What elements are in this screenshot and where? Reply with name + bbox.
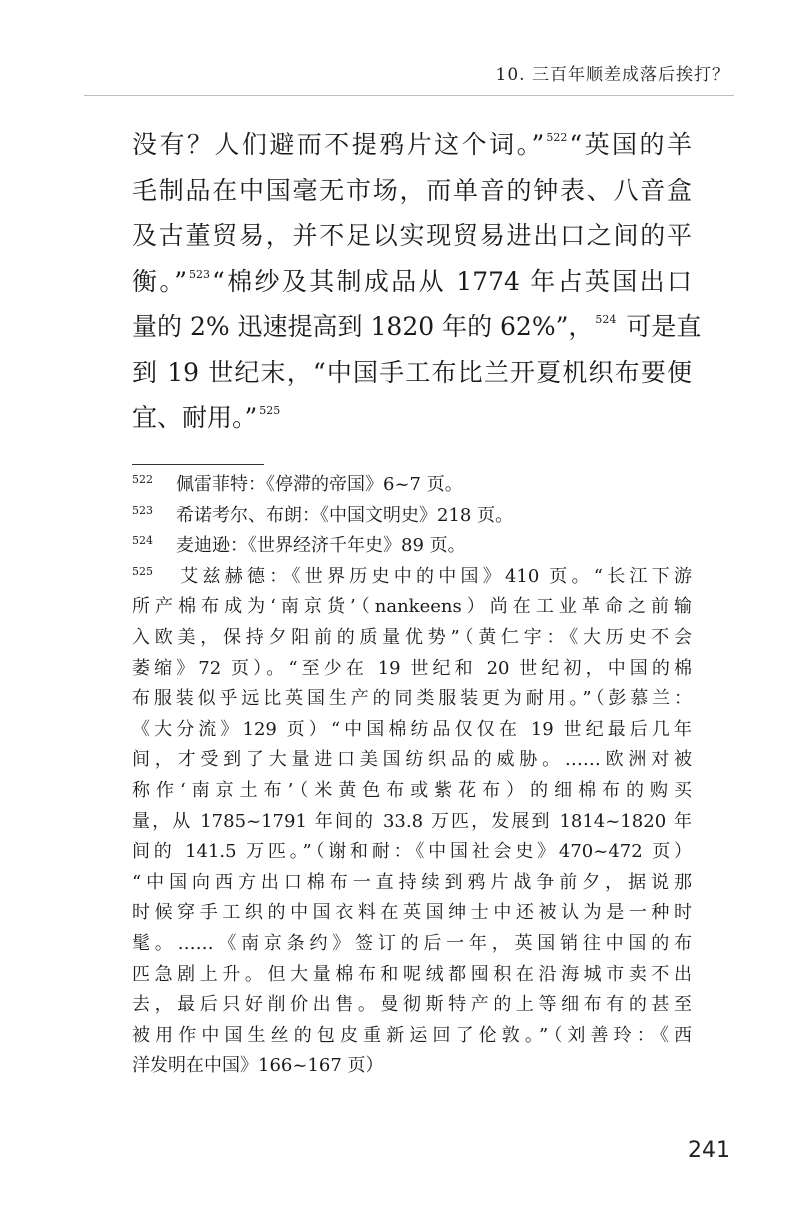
footnote-text: 洋发明在中国》166~167 页） (132, 1055, 384, 1077)
page-number: 241 (688, 1138, 730, 1163)
footnote-text: 所产棉布成为‘南京货’（nankeens）尚在工业革命之前输 (132, 596, 692, 618)
body-line (132, 350, 692, 396)
body-text-run: 可是直 (618, 312, 702, 341)
body-line (132, 304, 702, 350)
body-text-run: 到 19 世纪末，“中国手工布比兰开夏机织布要便 (132, 357, 692, 387)
body-text (132, 122, 702, 441)
footnote-text: 量，从 1785~1791 年间的 33.8 万匹，发展到 1814~1820 年 (132, 810, 692, 832)
header-rule (84, 95, 734, 96)
body-line (132, 395, 692, 441)
footnote-line (132, 990, 692, 1021)
footnote-text: 佩雷菲特：《停滞的帝国》6~7 页。 (176, 474, 463, 495)
footnote-line: 523 希诺考尔、布朗：《中国文明史》218 页。 (132, 503, 514, 526)
body-text-run: 宜、耐用。” (132, 403, 258, 432)
footnote-line (132, 715, 692, 746)
body-text-run: “棉纱及其制成品从 1774 年占英国出口 (212, 266, 692, 296)
footnotes (132, 470, 692, 1082)
footnote-text: 麦迪逊：《世界经济千年史》89 页。 (176, 535, 466, 557)
footnote-line (132, 654, 692, 685)
footnote-ref[interactable]: 524 (595, 313, 617, 326)
body-text-run: 没有？人们避而不提鸦片这个词。” (132, 130, 545, 159)
footnote-text: “中国向西方出口棉布一直持续到鸦片战争前夕，据说那 (132, 871, 692, 893)
footnote-text: 被用作中国生丝的包皮重新运回了伦敦。”（刘善玲：《西 (132, 1024, 692, 1046)
footnote-text: 去，最后只好削价出售。曼彻斯特产的上等细布有的甚至 (132, 994, 692, 1016)
footnote-rule (132, 464, 264, 465)
footnote-text: 髦。……《南京条约》签订的后一年，英国销往中国的布 (132, 932, 692, 954)
footnote-line (132, 929, 692, 960)
footnote-text: 希诺考尔、布朗：《中国文明史》218 页。 (176, 504, 514, 526)
footnote-text: 称作‘南京土布’（米黄色布或紫花布）的细棉布的购买 (132, 779, 692, 801)
footnote-line: 524 麦迪逊：《世界经济千年史》89 页。 (132, 534, 466, 557)
body-line (132, 122, 692, 168)
body-text-run: 衡。” (132, 266, 187, 296)
footnote-text: 间的 141.5 万匹。”（谢和耐：《中国社会史》470~472 页） (132, 841, 692, 863)
footnote-ref[interactable]: 525 (259, 404, 281, 417)
running-header: 10. 三百年顺差成落后挨打？ (495, 65, 730, 85)
footnote-text: 《大分流》129 页）“中国棉纺品仅仅在 19 世纪最后几年 (132, 718, 692, 740)
body-text-run: 量的 2% 迅速提高到 1820 年的 62%”， (132, 312, 594, 341)
footnote-line (132, 745, 692, 776)
footnote-text: 萎缩》72 页）。“至少在 19 世纪和 20 世纪初，中国的棉 (132, 657, 692, 679)
footnote-line: 525 艾兹赫德：《世界历史中的中国》410 页。“长江下游 (132, 564, 692, 587)
footnote-text: 间，才受到了大量进口美国纺织品的威胁。……欧洲对被 (132, 749, 692, 771)
footnote-text: 时候穿手工织的中国衣料在英国绅士中还被认为是一种时 (132, 902, 692, 924)
footnote-line (132, 684, 692, 715)
footnote-line (132, 898, 692, 929)
body-text-run: 及古董贸易，并不足以实现贸易进出口之间的平 (132, 221, 692, 250)
footnote-text: 入欧美，保持夕阳前的质量优势”（黄仁宇：《大历史不会 (132, 626, 692, 648)
footnote-text: 匹急剧上升。但大量棉布和呢绒都囤积在沿海城市卖不出 (132, 963, 692, 985)
footnote-line (132, 1051, 692, 1082)
footnote-ref[interactable]: 522 (546, 131, 568, 144)
body-text-run: 毛制品在中国毫无市场，而单音的钟表、八音盒 (132, 175, 692, 205)
body-line (132, 213, 692, 259)
body-line (132, 168, 692, 214)
footnote-line (132, 592, 692, 623)
footnote-text: 艾兹赫德：《世界历史中的中国》410 页。“长江下游 (176, 565, 692, 587)
footnote-line (132, 1021, 692, 1052)
body-line (132, 259, 692, 305)
body-text-run: “英国的羊 (569, 130, 692, 159)
footnote-ref[interactable]: 523 (189, 267, 210, 281)
footnote-line (132, 807, 692, 838)
footnote-text: 布服装似乎远比英国生产的同类服装更为耐用。”（彭慕兰： (132, 688, 692, 710)
footnote-line (132, 837, 692, 868)
footnote-line: 522 佩雷菲特：《停滞的帝国》6~7 页。 (132, 473, 463, 495)
footnote-line (132, 623, 692, 654)
footnote-line (132, 960, 692, 991)
footnote-line (132, 868, 692, 899)
footnote-line (132, 776, 692, 807)
